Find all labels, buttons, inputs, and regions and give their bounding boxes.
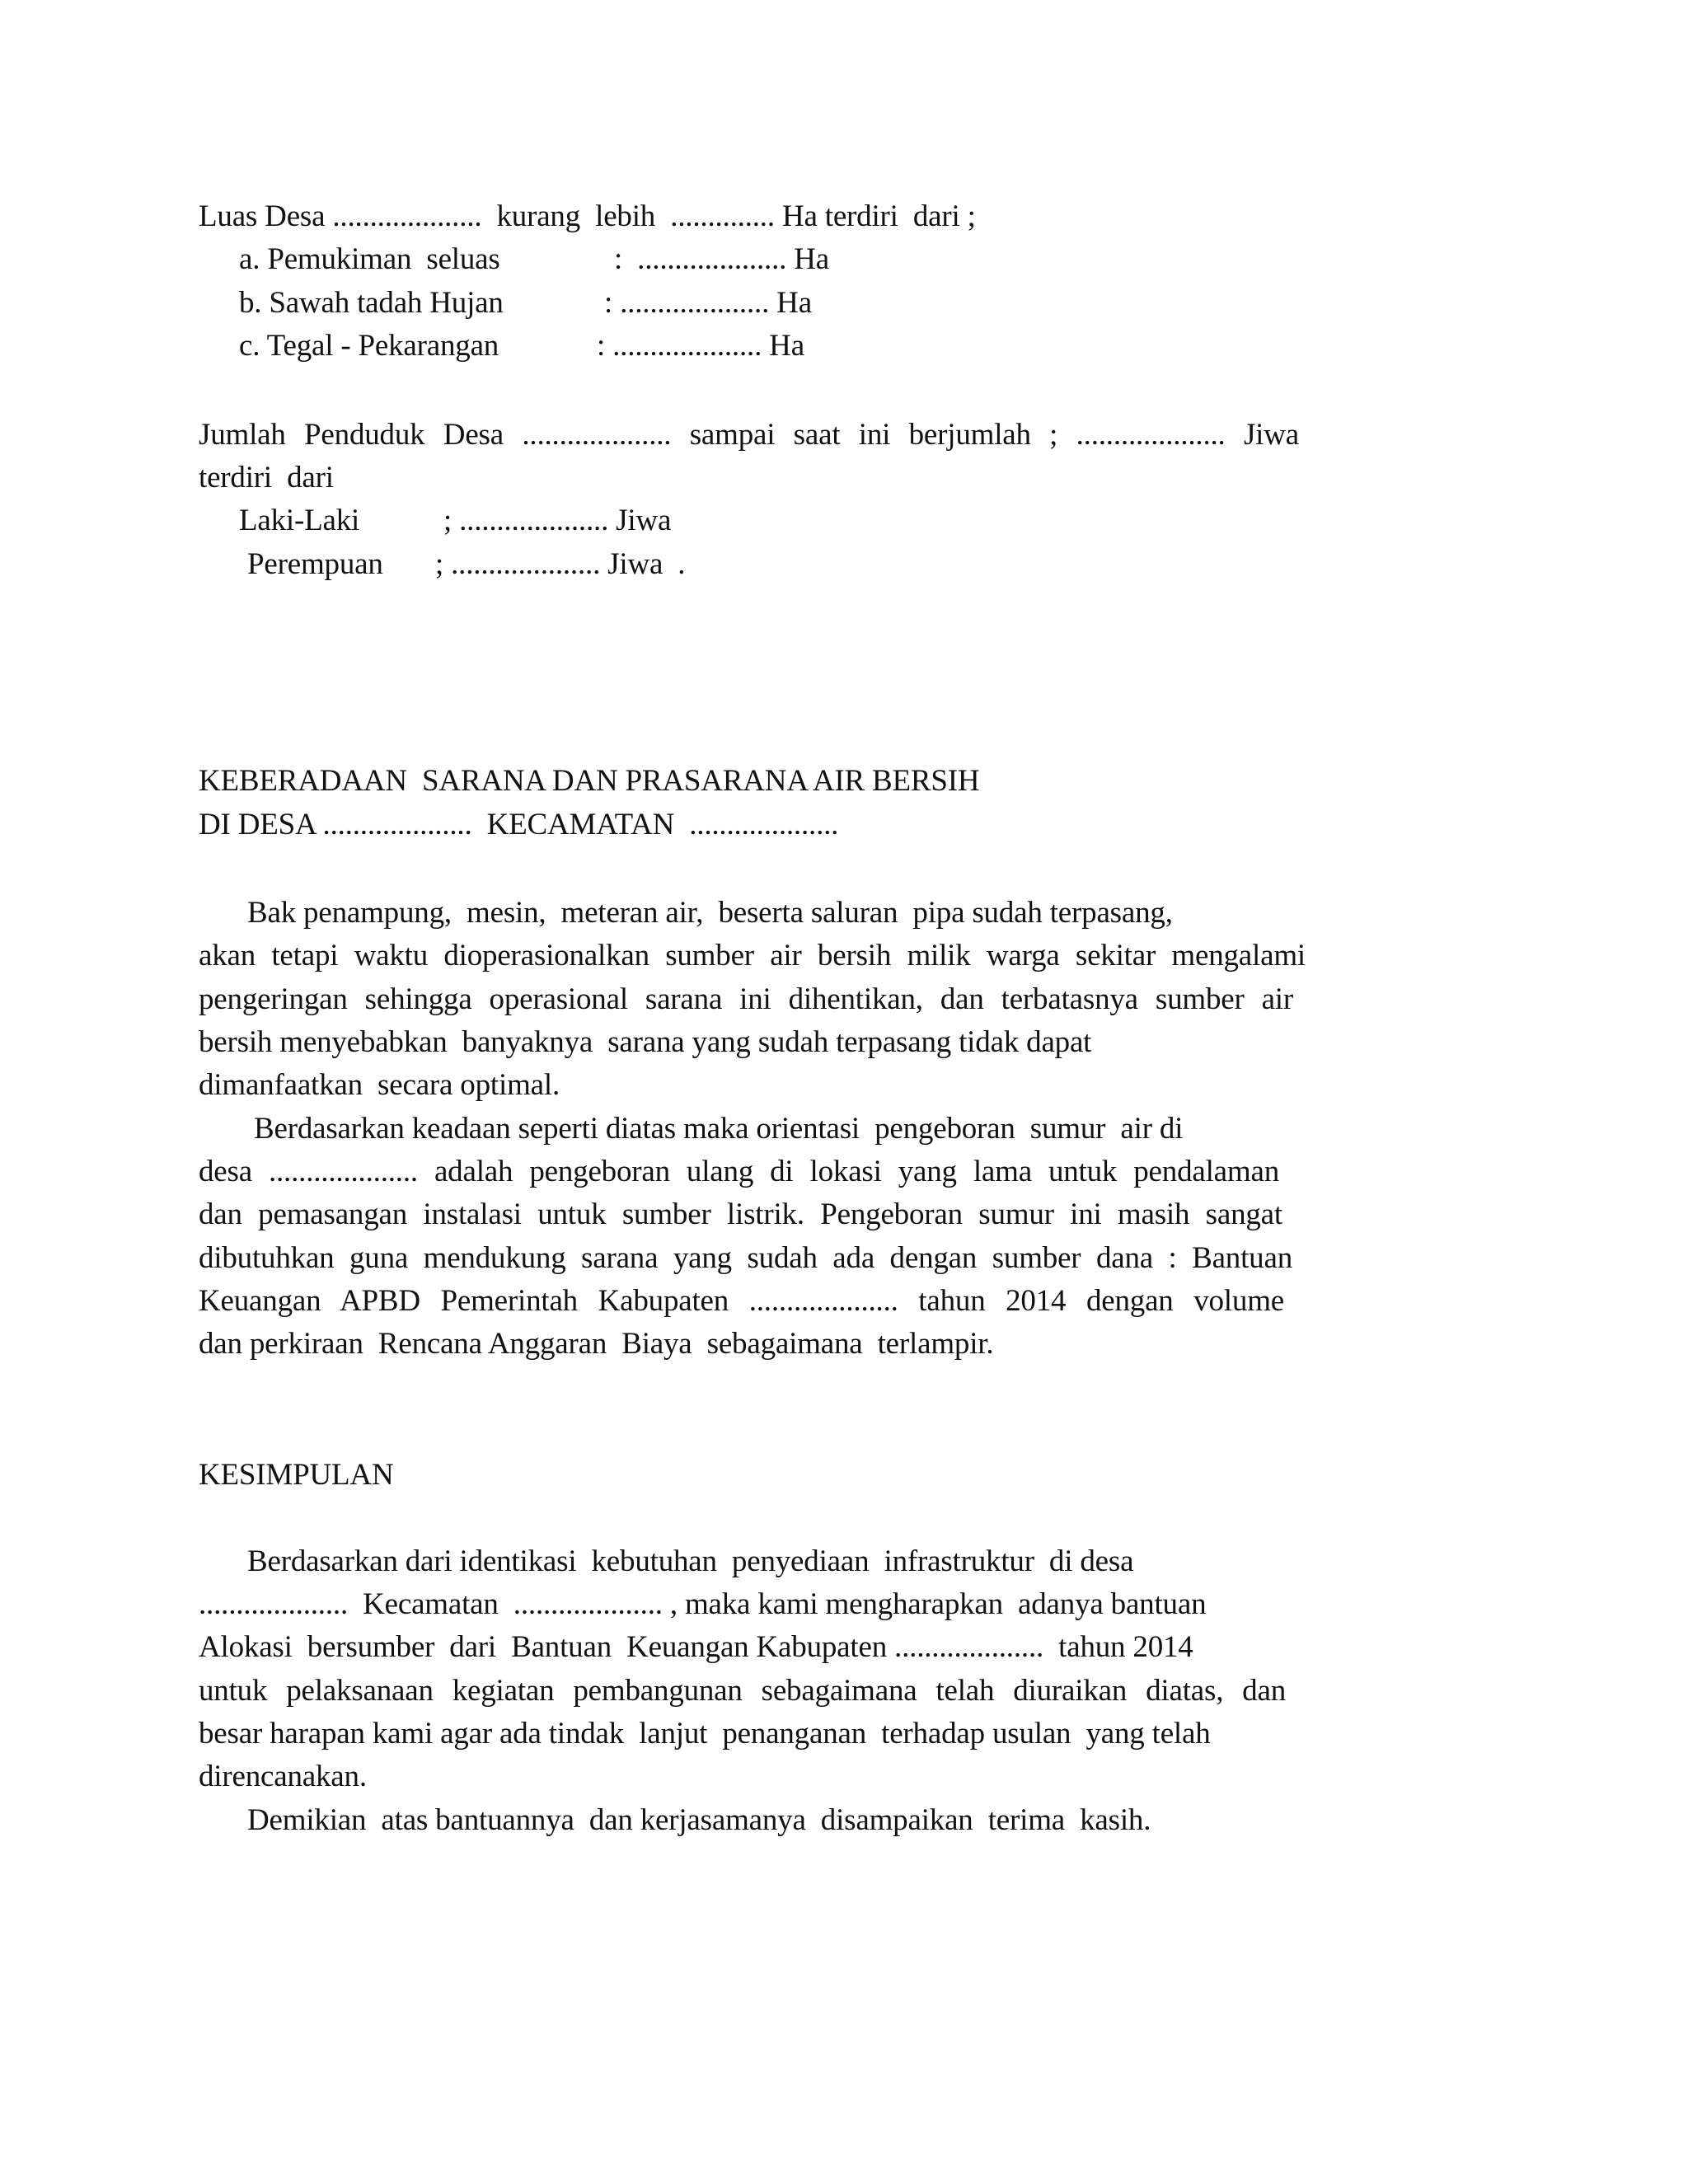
paragraph-line: Berdasarkan keadaan seperti diatas maka orientasi pengeboran sumur air di [254,1112,1184,1146]
area-item-value: : .................... Ha [597,329,804,363]
section-subtitle: DI DESA .................... KECAMATAN .................... [199,808,839,841]
paragraph-line: Bak penampung, mesin, meteran air, beserta saluran pipa sudah terpasang, [247,896,1173,930]
population-item-label: Perempuan [247,547,383,581]
section-title: KESIMPULAN [199,1458,394,1492]
paragraph-line: bersih menyebabkan banyaknya sarana yang sudah terpasang tidak dapat [199,1025,1092,1059]
paragraph-line: dan pemasangan instalasi untuk sumber listrik. Pengeboran sumur ini masih sangat [199,1197,1282,1231]
paragraph-line: besar harapan kami agar ada tindak lanjut penanganan terhadap usulan yang telah [199,1717,1211,1750]
paragraph-line: direncanakan. [199,1760,367,1793]
area-intro: Luas Desa .................... kurang lebih .............. Ha terdiri dari ; [199,199,976,233]
paragraph-line: dimanfaatkan secara optimal. [199,1068,560,1102]
population-intro-cont: terdiri dari [199,461,334,494]
paragraph-line: Alokasi bersumber dari Bantuan Keuangan Kabupaten .................... tahun 2014 [199,1630,1193,1664]
area-item-value: : .................... Ha [614,242,829,276]
closing-line: Demikian atas bantuannya dan kerjasamanya disampaikan terima kasih. [247,1803,1151,1837]
area-item-value: : .................... Ha [604,286,812,320]
paragraph-line: dibutuhkan guna mendukung sarana yang sudah ada dengan sumber dana : Bantuan [199,1241,1292,1275]
paragraph-line: .................... Kecamatan .................... , maka kami mengharapkan adanya bantuan [199,1587,1207,1621]
paragraph-line: Keuangan APBD Pemerintah Kabupaten .................... tahun 2014 dengan volume [199,1284,1284,1318]
paragraph-line: untuk pelaksanaan kegiatan pembangunan sebagaimana telah diuraikan diatas, dan [199,1674,1286,1708]
population-item-label: Laki-Laki [239,504,360,537]
population-item-value: ; .................... Jiwa [443,504,672,537]
paragraph-line: desa .................... adalah pengeboran ulang di lokasi yang lama untuk pendalaman [199,1155,1279,1188]
section-title: KEBERADAAN SARANA DAN PRASARANA AIR BERSIH [199,764,980,798]
paragraph-line: dan perkiraan Rencana Anggaran Biaya sebagaimana terlampir. [199,1327,994,1361]
area-item-label: b. Sawah tadah Hujan [239,286,504,320]
paragraph-line: Berdasarkan dari identikasi kebutuhan penyediaan infrastruktur di desa [247,1544,1134,1578]
area-item-label: a. Pemukiman seluas [239,242,500,276]
population-intro: Jumlah Penduduk Desa .................... sampai saat ini berjumlah ; .................... Jiwa [199,418,1299,452]
area-item-label: c. Tegal - Pekarangan [239,329,499,363]
population-item-value: ; .................... Jiwa . [435,547,686,581]
paragraph-line: pengeringan sehingga operasional sarana ini dihentikan, dan terbatasnya sumber air [199,982,1293,1016]
paragraph-line: akan tetapi waktu dioperasionalkan sumber air bersih milik warga sekitar mengalami [199,939,1306,972]
